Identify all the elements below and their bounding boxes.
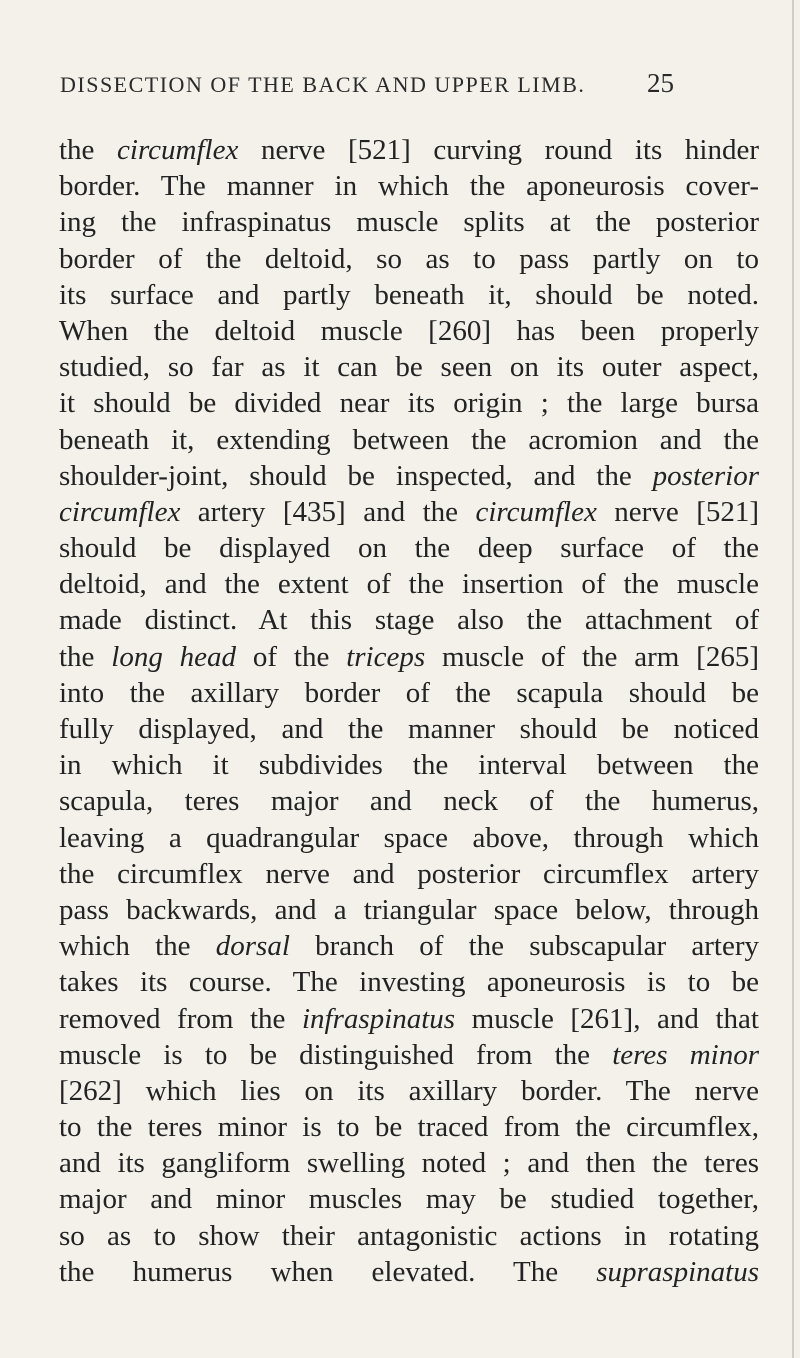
text-line — [59, 204, 759, 240]
text-line — [59, 168, 759, 204]
text-run: muscle [261], and that — [455, 1002, 759, 1035]
text-run: major and minor muscles may be studied together, — [59, 1183, 759, 1216]
text-run: made distinct. At this stage also the attachment of — [59, 604, 759, 637]
italic-term: circumflex — [59, 495, 181, 528]
italic-term: supraspinatus — [596, 1255, 759, 1288]
text-line — [59, 1037, 759, 1073]
italic-term: infraspinatus — [302, 1002, 456, 1035]
text-line — [59, 132, 759, 168]
page-edge-divider — [792, 0, 794, 1358]
text-line — [59, 385, 759, 421]
italic-term: long head — [111, 640, 237, 673]
text-run: takes its course. The investing aponeurosis is to be — [59, 966, 759, 999]
text-run: the humerus when elevated. The — [59, 1255, 597, 1288]
text-run: which the — [59, 930, 216, 963]
text-line — [59, 1145, 759, 1181]
italic-term: dorsal — [215, 930, 290, 963]
text-line — [59, 820, 759, 856]
italic-term: circumflex — [475, 495, 597, 528]
text-line — [59, 964, 759, 1000]
text-line — [59, 928, 759, 964]
text-line — [59, 1254, 759, 1290]
text-line — [59, 783, 759, 819]
italic-term: circumflex — [117, 134, 239, 166]
text-run: in which it subdivides the interval between the — [59, 749, 759, 782]
text-line — [59, 747, 759, 783]
text-run: into the axillary border of the scapula should be — [59, 676, 759, 709]
text-run: pass backwards, and a triangular space below, through — [59, 893, 759, 926]
text-line — [59, 675, 759, 711]
text-run: so as to show their antagonistic actions in rotating — [59, 1219, 759, 1252]
text-line — [59, 566, 759, 602]
text-line — [59, 602, 759, 638]
text-line — [59, 313, 759, 349]
text-line — [59, 1109, 759, 1145]
text-line — [59, 241, 759, 277]
text-line — [59, 530, 759, 566]
text-run: artery [435] and the — [180, 495, 476, 528]
text-run: deltoid, and the extent of the insertion of the muscle — [59, 568, 759, 601]
text-line — [59, 458, 759, 494]
running-title: DISSECTION OF THE BACK AND UPPER LIMB. — [60, 72, 586, 97]
text-run: border. The manner in which the aponeurosis cover- — [59, 170, 759, 203]
text-line — [59, 494, 759, 530]
text-line — [59, 856, 759, 892]
text-run: fully displayed, and the manner should be noticed — [59, 713, 759, 745]
italic-term: posterior — [652, 459, 759, 492]
text-line — [59, 711, 759, 747]
text-run: When the deltoid muscle [260] has been properly — [59, 314, 759, 347]
text-run: leaving a quadrangular space above, through which — [59, 821, 759, 854]
text-run: should be displayed on the deep surface of the — [59, 532, 759, 565]
text-line — [59, 892, 759, 928]
text-run: ing the infraspinatus muscle splits at the posterior — [59, 206, 759, 239]
text-run: nerve [521] — [596, 495, 760, 528]
text-run: its surface and partly beneath it, should be noted. — [59, 278, 759, 311]
text-line — [59, 1001, 759, 1037]
text-run: the — [59, 640, 112, 673]
text-run: border of the deltoid, so as to pass partly on to — [59, 242, 759, 275]
text-run: the circumflex nerve and posterior circumflex artery — [59, 857, 759, 890]
text-run: [262] which lies on its axillary border. The nerve — [59, 1074, 759, 1107]
text-run: removed from the — [59, 1002, 302, 1035]
text-run: and its gangliform swelling noted ; and then the teres — [59, 1147, 759, 1180]
text-line — [59, 277, 759, 313]
text-run: studied, so far as it can be seen on its outer aspect, — [59, 351, 759, 384]
text-line — [59, 349, 759, 385]
text-run: muscle is to be distinguished from the — [59, 1038, 613, 1071]
text-run: to the teres minor is to be traced from the circumflex, — [59, 1111, 759, 1144]
body-text — [59, 132, 759, 1290]
text-run: the — [59, 134, 118, 166]
italic-term: triceps — [346, 640, 426, 673]
text-run: of the — [236, 640, 347, 673]
text-run: it should be divided near its origin ; the large bursa — [59, 387, 759, 420]
text-line — [59, 639, 759, 675]
text-line — [59, 422, 759, 458]
text-run: muscle of the arm [265] — [425, 640, 759, 673]
text-run: branch of the subscapular artery — [289, 930, 759, 963]
text-line — [59, 1218, 759, 1254]
text-run: nerve [521] curving round its hinder — [238, 134, 759, 166]
text-line — [59, 1073, 759, 1109]
text-run: beneath it, extending between the acromion and the — [59, 423, 759, 456]
page-number: 25 — [647, 68, 674, 98]
text-run: scapula, teres major and neck of the humerus, — [59, 785, 759, 818]
italic-term: teres minor — [612, 1038, 759, 1071]
text-line — [59, 1181, 759, 1217]
running-head — [60, 68, 760, 112]
text-run: shoulder-joint, should be inspected, and the — [59, 459, 653, 492]
